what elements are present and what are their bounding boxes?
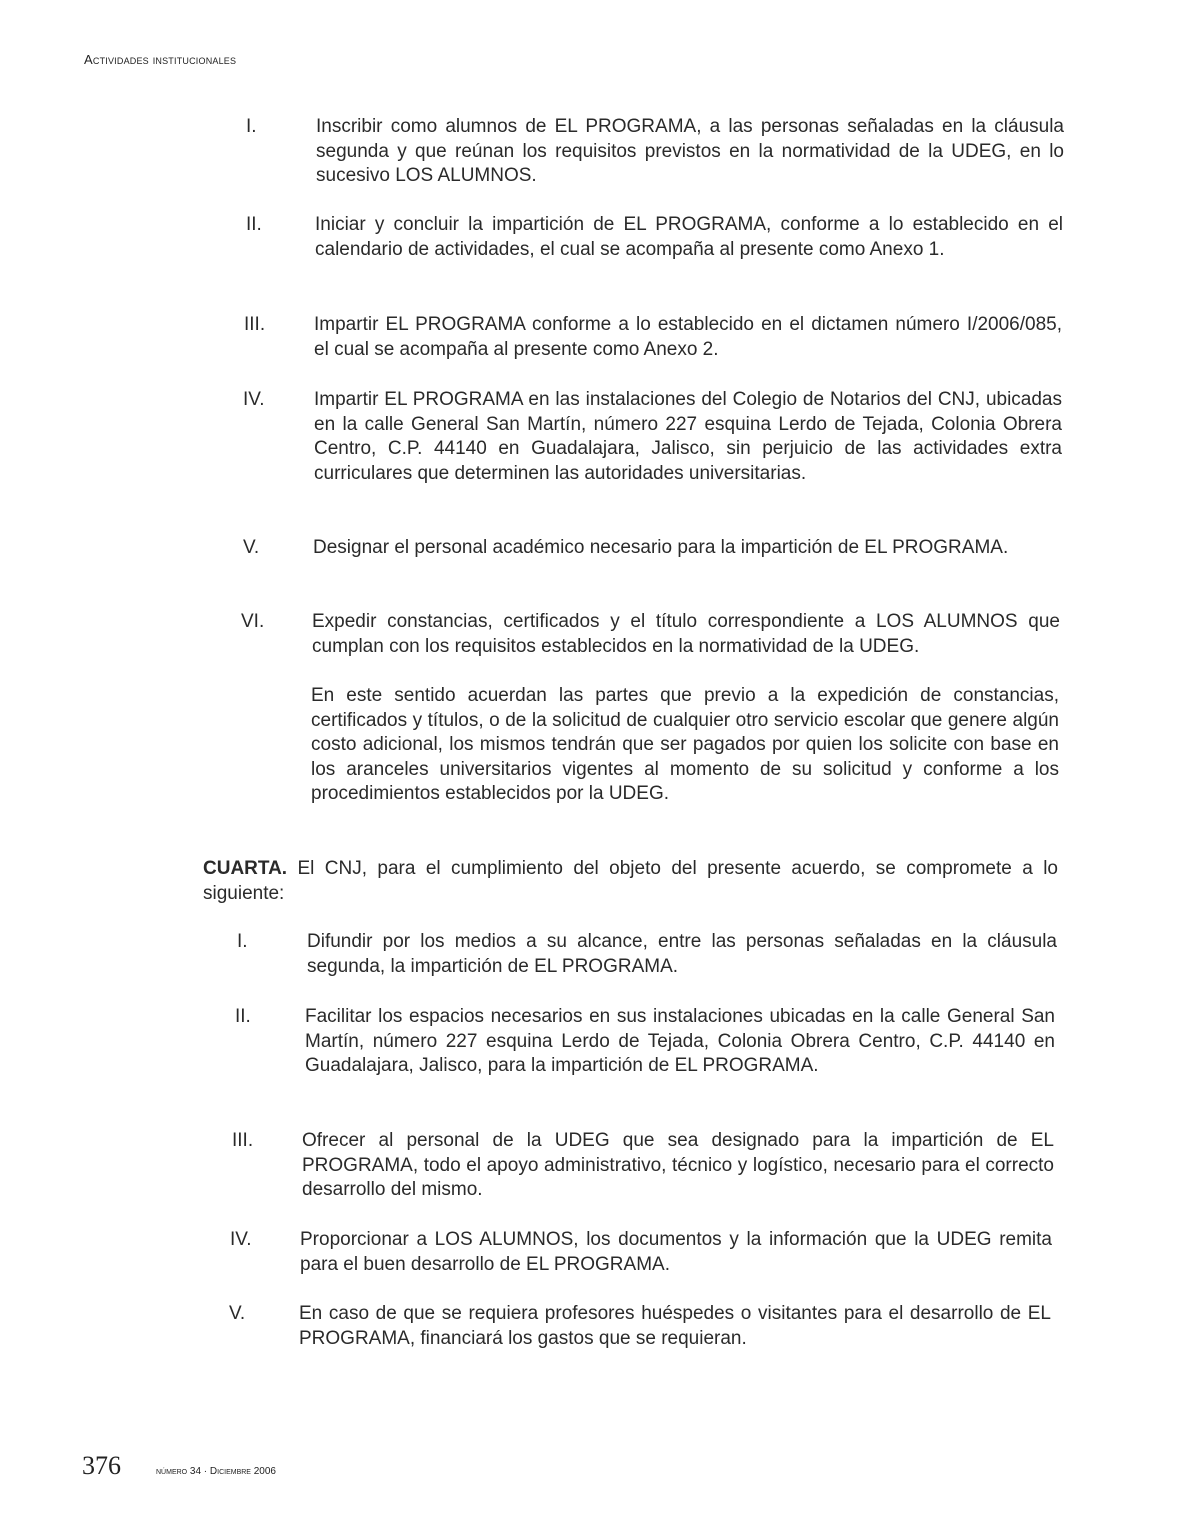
page-number: 376	[82, 1451, 121, 1480]
item-number: II.	[246, 214, 262, 235]
issue-label: número 34 · Diciembre 2006	[156, 1466, 276, 1477]
item-text: Facilitar los espacios necesarios en sus instalaciones ubicadas en la calle General San Martín, número 227 esquina Lerdo de Tejada, Colonia Obrera Centro, C.P. 44140 en Guadalajara, Jalisco, para la impartición de EL PROGRAMA.	[305, 1006, 1055, 1076]
item-text: Impartir EL PROGRAMA en las instalaciones del Colegio de Notarios del CNJ, ubicadas en la calle General San Martín, número 227 esquina Lerdo de Tejada, Colonia Obrera Centro, C.P. 44140 en Guadalajara, Jalisco, sin perjuicio de las actividades extra curriculares que determinen las autoridades universitarias.	[314, 389, 1062, 484]
item-text: Inscribir como alumnos de EL PROGRAMA, a las personas señaladas en la cláusula segunda y que reúnan los requisitos previstos en la normatividad de la UDEG, en lo sucesivo LOS ALUMNOS.	[316, 116, 1064, 186]
item-text: Impartir EL PROGRAMA conforme a lo establecido en el dictamen número I/2006/085, el cual se acompaña al presente como Anexo 2.	[314, 314, 1062, 360]
item-text: Ofrecer al personal de la UDEG que sea designado para la impartición de EL PROGRAMA, todo el apoyo administrativo, técnico y logístico, necesario para el correcto desarrollo del mismo.	[302, 1130, 1054, 1200]
item-number: VI.	[241, 611, 265, 632]
clause-cuarta	[203, 857, 1058, 906]
item-text: Difundir por los medios a su alcance, entre las personas señaladas en la cláusula segunda, la impartición de EL PROGRAMA.	[307, 931, 1057, 977]
item-number: IV.	[243, 389, 265, 410]
item-text: Expedir constancias, certificados y el título correspondiente a LOS ALUMNOS que cumplan con los requisitos establecidos en la normatividad de la UDEG.	[312, 611, 1060, 657]
item-number: V.	[243, 537, 260, 558]
item-text: Designar el personal académico necesario para la impartición de EL PROGRAMA.	[313, 537, 1009, 558]
clause-lead: CUARTA.	[203, 858, 288, 879]
item-number: I.	[246, 116, 257, 137]
item-text: En caso de que se requiera profesores huéspedes o visitantes para el desarrollo de EL PROGRAMA, financiará los gastos que se requieran.	[299, 1303, 1051, 1349]
item-text: Proporcionar a LOS ALUMNOS, los documentos y la información que la UDEG remita para el buen desarrollo de EL PROGRAMA.	[300, 1229, 1052, 1275]
clause-text: El CNJ, para el cumplimiento del objeto del presente acuerdo, se compromete a lo siguiente:	[203, 858, 1058, 904]
item-text: Iniciar y concluir la impartición de EL PROGRAMA, conforme a lo establecido en el calendario de actividades, el cual se acompaña al presente como Anexo 1.	[315, 214, 1063, 260]
item-number: III.	[232, 1130, 254, 1151]
item-number: IV.	[230, 1229, 252, 1250]
item-number: I.	[237, 931, 248, 952]
section-header: Actividades institucionales	[84, 52, 237, 67]
item-number: II.	[235, 1006, 251, 1027]
item-number: V.	[229, 1303, 246, 1324]
item-number: III.	[244, 314, 266, 335]
udeg-extra-paragraph: En este sentido acuerdan las partes que previo a la expedición de constancias, certificados y títulos, o de la solicitud de cualquier otro servicio escolar que genere algún costo adicional, los mismos tendrán que ser pagados por quien los solicite con base en los aranceles universitarios vigentes al momento de su solicitud y conforme a los procedimientos establecidos por la UDEG.	[311, 685, 1059, 804]
